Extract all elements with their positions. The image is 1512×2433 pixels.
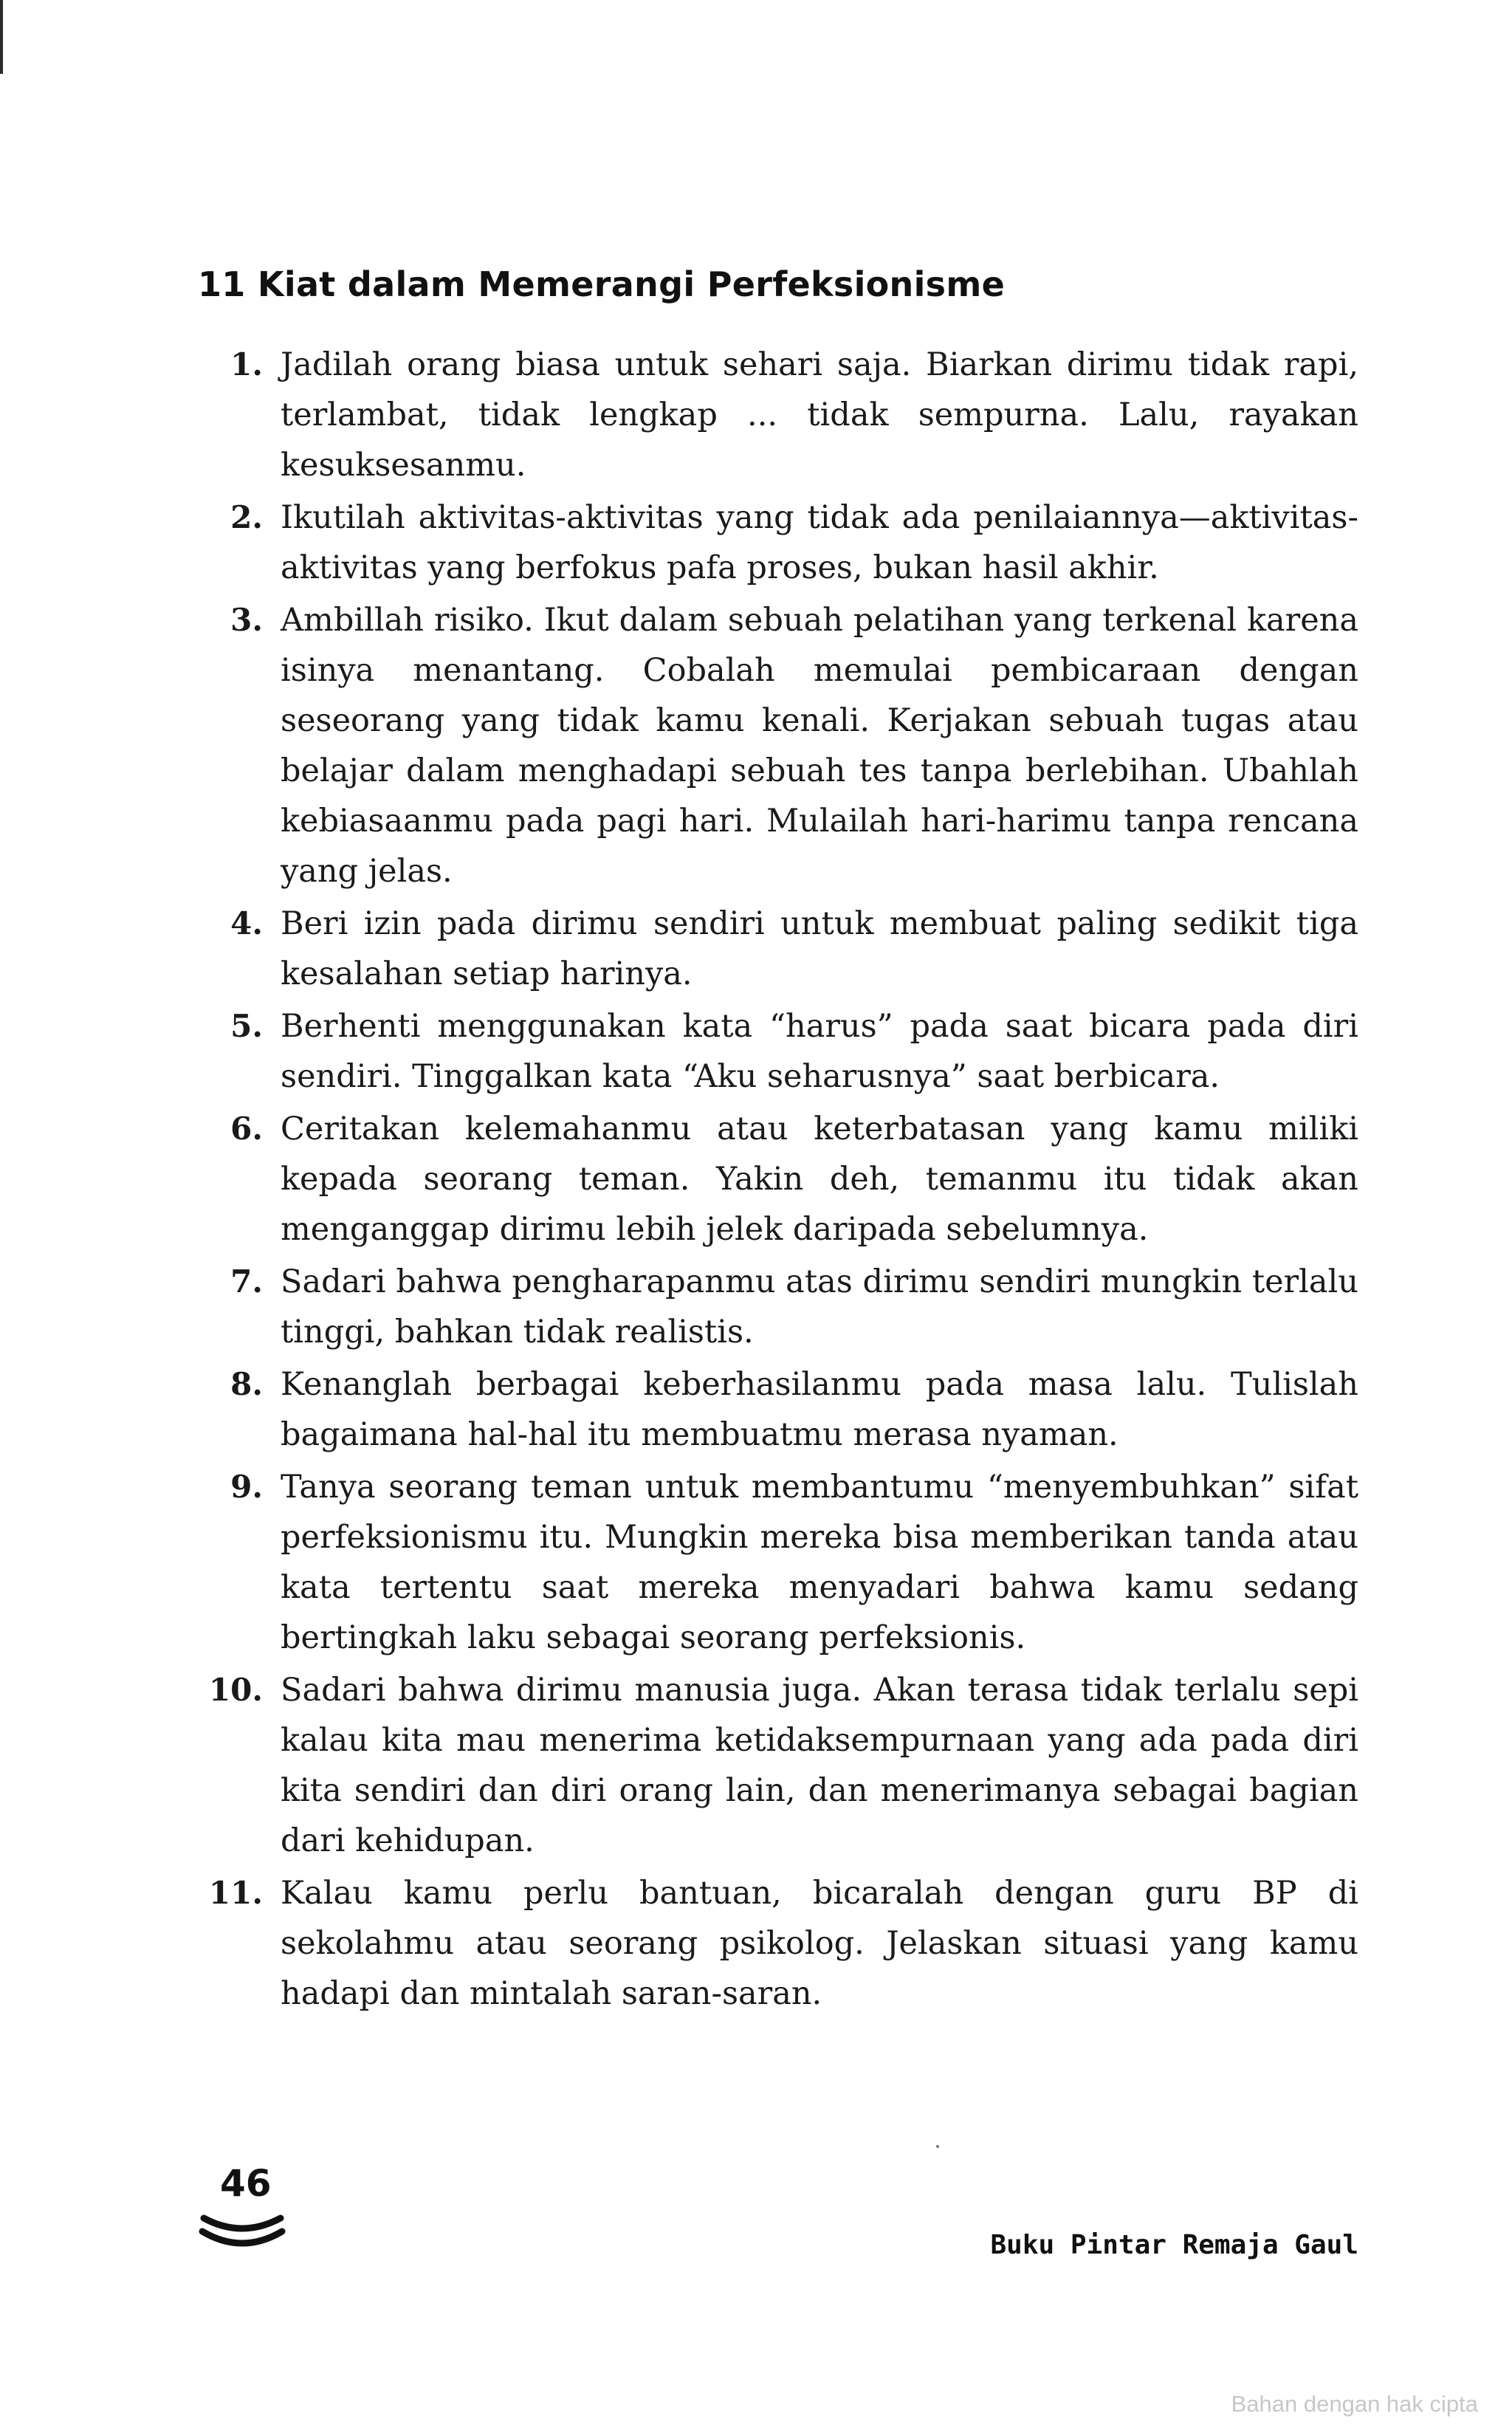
list-item [208,1868,1358,2019]
page-number: 46 [220,2162,272,2205]
list-item-number: 9. [230,1469,263,1505]
list-item-number: 5. [230,1008,263,1044]
list-item [230,1104,1358,1255]
list-item [230,1257,1358,1357]
list-item [230,899,1358,999]
list-item-text: Beri izin pada dirimu sendiri untuk membuat paling sedikit tiga kesalahan setiap harinya. [281,905,1358,992]
tips-list [208,340,1358,2021]
page-title: 11 Kiat dalam Memerangi Perfeksionisme [198,264,1006,304]
list-item-number: 4. [230,905,263,941]
list-item-number: 8. [230,1366,263,1402]
smile-ornament-icon [198,2214,286,2249]
list-item [230,493,1358,593]
list-item-number: 7. [230,1263,263,1300]
list-item-text: Ikutilah aktivitas-aktivitas yang tidak ada penilaiannya—aktivitas-aktivitas yang berfokus pafa proses, bukan hasil akhir. [281,499,1358,586]
list-item [230,1001,1358,1102]
list-item-text: Ceritakan kelemahanmu atau keterbatasan yang kamu miliki kepada seorang teman. Yakin deh, temanmu itu tidak akan menganggap dirimu lebih jelek daripada sebelumnya. [281,1111,1358,1248]
list-item-text: Sadari bahwa pengharapanmu atas dirimu sendiri mungkin terlalu tinggi, bahkan tidak realistis. [281,1263,1358,1351]
running-footer-book-title: Buku Pintar Remaja Gaul [990,2230,1358,2260]
list-item-text: Kenanglah berbagai keberhasilanmu pada masa lalu. Tulislah bagaimana hal-hal itu membuatmu merasa nyaman. [281,1366,1358,1453]
list-item-text: Tanya seorang teman untuk membantumu “menyembuhkan” sifat perfeksionismu itu. Mungkin mereka bisa memberikan tanda atau kata tertentu saat mereka menyadari bahwa kamu sedang bertingkah laku sebagai seorang perfeksionis. [281,1469,1358,1656]
list-item-number: 10. [208,1672,263,1708]
list-item-number: 11. [208,1875,263,1911]
copyright-watermark: Bahan dengan hak cipta [1231,2391,1478,2417]
page-edge-mark [0,0,3,74]
list-item [230,1359,1358,1460]
list-item [230,595,1358,896]
list-item [230,1462,1358,1663]
list-item-text: Kalau kamu perlu bantuan, bicaralah dengan guru BP di sekolahmu atau seorang psikolog. Jelaskan situasi yang kamu hadapi dan mintalah saran-saran. [281,1875,1358,2012]
list-item-text: Sadari bahwa dirimu manusia juga. Akan terasa tidak terlalu sepi kalau kita mau menerima ketidaksempurnaan yang ada pada diri kita sendiri dan diri orang lain, dan menerimanya sebagai bagian dari kehidupan. [281,1672,1358,1859]
list-item-number: 2. [230,499,263,535]
list-item-text: Jadilah orang biasa untuk sehari saja. Biarkan dirimu tidak rapi, terlambat, tidak lengkap ... tidak sempurna. Lalu, rayakan kesuksesanmu. [281,346,1358,484]
list-item-text: Berhenti menggunakan kata “harus” pada saat bicara pada diri sendiri. Tinggalkan kata “Aku seharusnya” saat berbicara. [281,1008,1358,1095]
list-item-number: 6. [230,1111,263,1147]
list-item [230,340,1358,490]
list-item-text: Ambillah risiko. Ikut dalam sebuah pelatihan yang terkenal karena isinya menantang. Cobalah memulai pembicaraan dengan seseorang yang tidak kamu kenali. Kerjakan sebuah tugas atau belajar dalam menghadapi sebuah tes tanpa berlebihan. Ubahlah kebiasaanmu pada pagi hari. Mulailah hari-harimu tanpa rencana yang jelas. [281,602,1358,890]
print-speck [936,2145,939,2148]
list-item [208,1665,1358,1866]
list-item-number: 3. [230,602,263,638]
list-item-number: 1. [230,346,263,382]
